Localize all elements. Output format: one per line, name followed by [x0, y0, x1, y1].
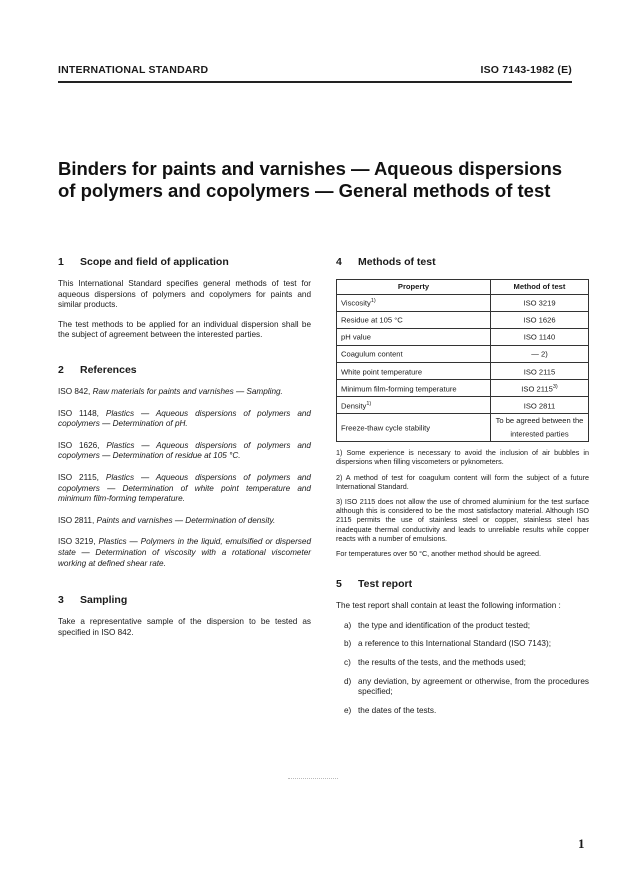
- section-title: Test report: [358, 578, 413, 591]
- section-1-paragraph-2: The test methods to be applied for an individual dispersion shall be the subject of agreement between the interested parties.: [58, 319, 311, 340]
- reference-item: [58, 387, 311, 398]
- section-number: 1: [58, 256, 64, 268]
- list-text: the dates of the tests.: [358, 705, 437, 715]
- section-number: 3: [58, 594, 64, 607]
- column-header-property: Property: [337, 280, 491, 295]
- table-row: [337, 294, 589, 311]
- section-number: 5: [336, 578, 342, 591]
- reference-title: Plastics — Polymers in the liquid, emulsified or dispersed state — Determination of viscosity with a rotational viscometer working at defined shear rate.: [58, 537, 312, 568]
- table-row: [337, 328, 589, 345]
- list-text: any deviation, by agreement or otherwise, from the procedures specified;: [358, 676, 589, 697]
- reference-item: [58, 537, 311, 569]
- section-number: 2: [58, 363, 64, 376]
- page-end-divider: [288, 778, 338, 780]
- page-header: [58, 64, 572, 78]
- header-standard-label: INTERNATIONAL STANDARD: [58, 64, 209, 76]
- table-row: [337, 380, 589, 397]
- section-5-heading: [336, 578, 589, 591]
- footnote-note: For temperatures over 50 °C, another method should be agreed.: [336, 549, 542, 559]
- property-cell: pH value: [337, 328, 491, 345]
- section-5-intro: The test report shall contain at least the following information :: [336, 601, 561, 611]
- reference-code: ISO 2811,: [58, 515, 95, 525]
- section-title: Scope and field of application: [80, 256, 229, 268]
- property-cell: Residue at 105 °C: [337, 311, 491, 328]
- footnote-1: 1) Some experience is necessary to avoid the inclusion of air bubbles in dispersions when filling viscometers or pyknometers.: [336, 448, 589, 467]
- list-text: a reference to this International Standard (ISO 7143);: [358, 639, 551, 649]
- property-cell: Viscosity$^{1)}$: [337, 294, 491, 311]
- section-title: Sampling: [80, 594, 128, 607]
- section-title: Methods of test: [358, 256, 436, 268]
- section-1-heading: [58, 256, 311, 269]
- reference-code: ISO 3219,: [58, 537, 96, 547]
- title-line-2: of polymers and copolymers — General methods of test: [58, 180, 551, 201]
- list-item: [336, 677, 589, 698]
- method-cell: ISO 1140: [491, 328, 589, 345]
- column-header-method: Method of test: [491, 280, 589, 295]
- list-label: b): [344, 639, 352, 649]
- title-line-1: Binders for paints and varnishes — Aqueous dispersions: [58, 158, 563, 179]
- reference-title: Plastics — Aqueous dispersions of polymers and copolymers — Determination of white point temperature and minimum film-forming temperature.: [58, 472, 311, 504]
- section-number: 4: [336, 256, 342, 268]
- reference-code: ISO 1626,: [58, 440, 100, 450]
- reference-title: Raw materials for paints and varnishes — Sampling.: [92, 386, 283, 396]
- reference-code: ISO 842,: [58, 386, 91, 396]
- list-text: the type and identification of the product tested;: [358, 620, 531, 630]
- reference-title: Paints and varnishes — Determination of density.: [96, 515, 276, 525]
- list-item: [336, 658, 589, 669]
- reference-item: [58, 409, 311, 430]
- header-document-id: ISO 7143-1982 (E): [480, 64, 572, 76]
- reference-item: [58, 473, 311, 505]
- list-label: e): [344, 705, 352, 715]
- method-cell: ISO 3219: [491, 294, 589, 311]
- left-column: [58, 256, 311, 647]
- reference-item: [58, 441, 311, 462]
- section-3-paragraph: Take a representative sample of the dispersion to be tested as specified in ISO 842.: [58, 617, 311, 637]
- table-row: [337, 363, 589, 380]
- list-text: the results of the tests, and the methods used;: [358, 658, 526, 667]
- methods-table: [336, 279, 589, 442]
- method-cell: ISO 2115: [491, 363, 589, 380]
- table-header-row: [337, 280, 589, 295]
- property-cell: Coagulum content: [337, 345, 491, 362]
- section-title: References: [80, 363, 137, 376]
- footnote-2: 2) A method of test for coagulum content will form the subject of a future International Standard.: [336, 472, 589, 491]
- property-cell: Minimum film-forming temperature: [337, 380, 491, 397]
- section-3-heading: [58, 594, 311, 607]
- method-cell: ISO 2115$^{3)}$: [491, 380, 589, 397]
- reference-item: [58, 516, 311, 527]
- list-label: c): [344, 658, 351, 667]
- list-label: d): [344, 676, 352, 686]
- property-cell: Freeze-thaw cycle stability: [337, 414, 491, 442]
- reference-title: Plastics — Aqueous dispersions of polymers and copolymers — Determination of pH.: [58, 408, 311, 429]
- list-item: [336, 639, 589, 650]
- list-item: [336, 706, 589, 717]
- property-cell: Density$^{1)}$: [337, 397, 491, 414]
- document-title: [58, 158, 588, 202]
- property-cell: White point temperature: [337, 363, 491, 380]
- method-cell: ISO 2811: [491, 397, 589, 414]
- reference-code: ISO 2115,: [58, 472, 99, 482]
- list-item: [336, 621, 589, 632]
- reference-title: Plastics — Aqueous dispersions of polymers and copolymers — Determination of residue at 105 °C.: [58, 440, 311, 461]
- reference-code: ISO 1148,: [58, 408, 99, 418]
- table-row: [337, 397, 589, 414]
- table-row: [337, 345, 589, 362]
- footnote-3: 3) ISO 2115 does not allow the use of chromed aluminium for the test surface although this is considered to be the most satisfactory material. Although ISO 2115 permits the use of stainless steel or copper, stainless steel has inadequate thermal conductivity and leads to unreliable results while copper reacts with a number of emulsions.: [336, 497, 589, 543]
- page-number: 1: [578, 836, 585, 851]
- list-label: a): [344, 620, 352, 630]
- method-cell: To be agreed between the interested parties: [491, 414, 589, 442]
- table-row: [337, 311, 589, 328]
- section-2-heading: [58, 364, 311, 377]
- section-4-heading: [336, 256, 589, 269]
- right-column: [336, 256, 589, 724]
- section-1-paragraph-1: This International Standard specifies general methods of test for aqueous dispersions of polymers and copolymers for paints and similar products.: [58, 279, 311, 310]
- table-row: [337, 414, 589, 442]
- method-cell: ISO 1626: [491, 311, 589, 328]
- method-cell: — 2): [491, 345, 589, 362]
- header-rule: [58, 81, 572, 83]
